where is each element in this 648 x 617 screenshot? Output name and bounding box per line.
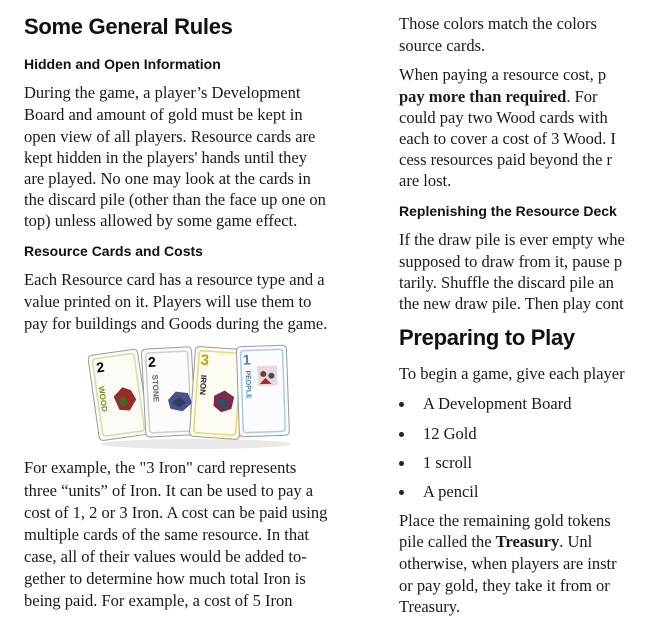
paragraph-line: open view of all players. Resource cards are xyxy=(24,127,316,146)
paragraph-line: Treasury. xyxy=(399,597,461,616)
card-number: 2 xyxy=(95,358,106,376)
list-item: 1 scroll xyxy=(423,453,473,472)
heading-hidden-open-info: Hidden and Open Information xyxy=(24,56,221,72)
section-title-preparing: Preparing to Play xyxy=(399,325,575,350)
paragraph-line: are lost. xyxy=(399,171,452,190)
bullet-icon xyxy=(399,461,404,466)
paragraph-line-bold xyxy=(399,532,592,552)
paragraph-line: the new draw pile. Then play cont xyxy=(399,294,624,313)
paragraph-line: source cards. xyxy=(399,36,486,55)
paragraph-line: Those colors match the colors xyxy=(399,14,597,33)
bullet-icon xyxy=(399,490,404,495)
resource-card-people xyxy=(236,345,289,437)
heading-replenishing-deck: Replenishing the Resource Deck xyxy=(399,203,617,219)
paragraph-line: value printed on it. Players will use them to xyxy=(24,292,312,311)
paragraph-line: cess resources paid beyond the r xyxy=(399,150,613,169)
paragraph-line: being paid. For example, a cost of 5 Iron xyxy=(24,591,293,610)
card-word: PEOPLE xyxy=(243,370,252,400)
paragraph-line: otherwise, when players are instr xyxy=(399,554,617,573)
card-number: 2 xyxy=(147,353,157,370)
bullet-icon xyxy=(399,432,404,437)
paragraph-line: or pay gold, they take it from or xyxy=(399,576,610,595)
paragraph-line: pay for buildings and Goods during the game. xyxy=(24,314,328,333)
paragraph-line: three “units” of Iron. It can be used to pay a xyxy=(24,481,314,500)
paragraph-line: kept hidden in the players' hands until they xyxy=(24,148,307,167)
paragraph-line: During the game, a player’s Development xyxy=(24,83,301,102)
paragraph-line: supposed to draw from it, pause p xyxy=(399,252,623,271)
list-item: A Development Board xyxy=(423,394,572,413)
resource-card-wood xyxy=(88,349,149,441)
paragraph-line: multiple cards of the same resource. In that xyxy=(24,525,309,544)
card-word: WOOD xyxy=(96,385,110,413)
paragraph-line: each to cover a cost of 3 Wood. I xyxy=(399,129,616,148)
card-number: 1 xyxy=(242,351,251,368)
paragraph-line: are played. No one may look at the cards in xyxy=(24,169,311,188)
list-item: 12 Gold xyxy=(423,424,477,443)
paragraph-line: For example, the "3 Iron" card represents xyxy=(24,458,297,477)
text-fragment: . Unl xyxy=(559,532,593,551)
paragraph-line-bold xyxy=(399,87,597,107)
list-item: A pencil xyxy=(423,482,479,501)
heading-resource-cards-costs: Resource Cards and Costs xyxy=(24,243,203,259)
paragraph-line: gether to determine how much total Iron is xyxy=(24,569,306,588)
paragraph-line: case, all of their values would be added to- xyxy=(24,547,307,566)
text-fragment: pile called the xyxy=(399,532,496,551)
section-title-general-rules: Some General Rules xyxy=(24,14,233,39)
paragraph-line: If the draw pile is ever empty whe xyxy=(399,230,625,249)
paragraph-line: When paying a resource cost, p xyxy=(399,65,607,84)
paragraph-line: top) unless allowed by some game effect. xyxy=(24,211,298,230)
card-number: 3 xyxy=(200,351,210,370)
emphasis-pay-more: pay more than required xyxy=(399,87,567,106)
paragraph-line: To begin a game, give each player xyxy=(399,364,625,383)
paragraph-line: Each Resource card has a resource type and a xyxy=(24,270,325,289)
paragraph-line: Place the remaining gold tokens xyxy=(399,511,611,530)
card-word: IRON xyxy=(197,374,209,396)
resource-card-stone xyxy=(141,347,196,437)
paragraph-line: cost of 1, 2 or 3 Iron. A cost can be paid using xyxy=(24,503,328,522)
paragraph-line: Board and amount of gold must be kept in xyxy=(24,105,303,124)
paragraph-line: could pay two Wood cards with xyxy=(399,108,608,127)
emphasis-treasury: Treasury xyxy=(495,532,560,551)
card-word: STONE xyxy=(150,374,161,403)
paragraph-line: tarily. Shuffle the discard pile an xyxy=(399,273,614,292)
text-fragment: . For xyxy=(566,87,598,106)
resource-cards-illustration xyxy=(88,344,298,450)
bullet-icon xyxy=(399,402,404,407)
paragraph-line: the discard pile (other than the face up one on xyxy=(24,190,326,209)
